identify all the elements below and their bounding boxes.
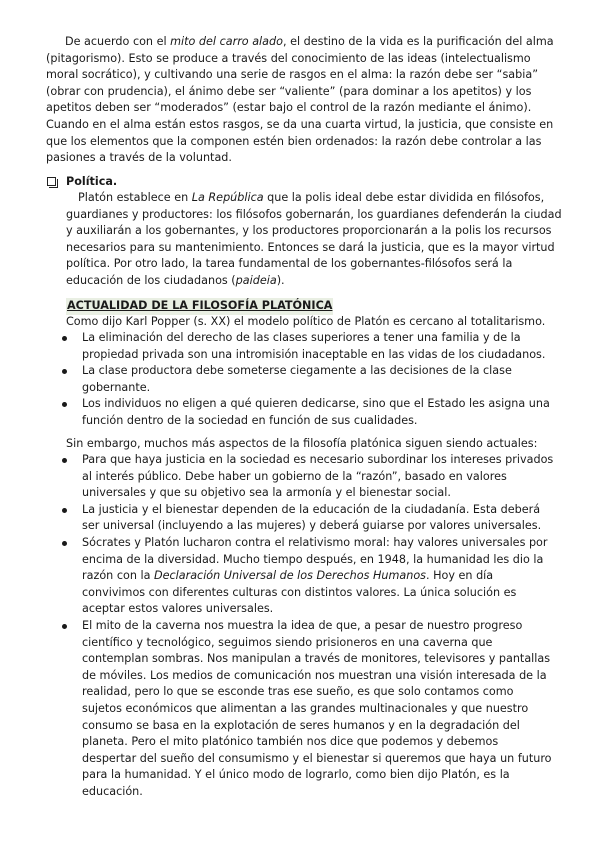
list-item [66, 535, 554, 618]
list-item [66, 452, 554, 502]
list-item-text: Para que haya justicia en la sociedad es necesario subordinar los intereses privados al interés público. Debe haber un gobierno de la “razón”, basado en valores universales y que su objetivo sea la armonía y el bienestar social. [82, 453, 554, 500]
list-item-text: La eliminación del derecho de las clases superiores a tener una familia y de la propiedad privada son una intromisión inaceptable en las vidas de los ciudadanos. [82, 331, 546, 361]
list-item [66, 618, 554, 801]
bullet-icon [62, 336, 67, 341]
paragraph-politica [66, 190, 566, 290]
paragraph-alma-text-1: De acuerdo con el [65, 35, 171, 48]
paragraph-alma-text-2: , el destino de la vida es la purificación del alma (pitagorismo). Esto se produce a través del conocimiento de las ideas (intelectualismo moral socrático), y cultivando una serie de rasgos en el alma: la razón debe ser “sabia” (obrar con prudencia), el ánimo debe ser “valiente” (para dominar a los apetitos) y los apetitos deben ser “moderados” (estar bajo el control de la razón mediante el ánimo). Cuando en el alma están estos rasgos, se da una cuarta virtud, la justicia, que consiste en que los elementos que la componen estén bien ordenados: la razón debe controlar a las pasiones a través de la voluntad. [46, 35, 554, 165]
bullet-icon [62, 458, 67, 463]
list-item [66, 502, 554, 535]
bullet-icon [62, 541, 67, 546]
list-item [66, 363, 554, 396]
list-item-text: La clase productora debe someterse ciegamente a las decisiones de la clase gobernante. [82, 364, 512, 394]
mito-carro-alado: mito del carro alado [170, 35, 283, 48]
bullet-icon [62, 402, 67, 407]
totalitarismo-list [66, 330, 554, 430]
actualidad-intro-2: Sin embargo, muchos más aspectos de la filosofía platónica siguen siendo actuales: [66, 437, 538, 450]
list-item-text: Sócrates y Platón lucharon contra el relativismo moral: hay valores universales por encima de la diversidad. Mucho tiempo después, en 1948, la humanidad les dio la razón con la [82, 535, 548, 583]
checkbox-bullet-icon [47, 177, 56, 186]
politica-text-1: Platón establece en [78, 191, 192, 204]
paideia: paideia [235, 273, 277, 287]
politica-text-3: ). [276, 273, 285, 287]
list-item [66, 396, 554, 429]
bullet-icon [62, 624, 67, 629]
list-item-text: . Hoy en día convivimos con diferentes culturas con distintos valores. La única solución es aceptar estos valores universales. [82, 569, 517, 616]
bullet-icon [62, 508, 67, 513]
list-item-text: El mito de la caverna nos muestra la idea de que, a pesar de nuestro progreso científico y tecnológico, seguimos siendo prisioneros en una caverna que contemplan sombras. Nos manipulan a través de monitores, televisores y pantallas de móviles. Los medios de comunicación nos muestran una visión interesada de la realidad, pero lo que se esconde tras ese sueño, es que solo contamos como sujetos económicos que alimentan a las grandes multinacionales y que nuestro consumo se basa en la explotación de seres humanos y en la degradación del planeta. Pero el mito platónico también nos dice que podemos y debemos despertar del sueño del consumismo y el bienestar si queremos que haya un futuro para la humanidad. Y el único modo de lograrlo, como bien dijo Platón, es la educación. [82, 618, 552, 798]
list-item [66, 330, 554, 363]
la-republica: La República [191, 191, 264, 204]
politica-text-2: que la polis ideal debe estar dividida en filósofos, guardianes y productores: los filósofos gobernarán, los guardianes defenderán la ciudad y auxiliarán a los gobernantes, y los productores proporcionarán a la polis los recursos necesarios para su mantenimiento. Entonces se dará la justicia, que es la mayor virtud política. Por otro lado, la tarea fundamental de los gobernantes-filósofos será la educación de los ciudadanos ( [66, 191, 562, 287]
section-politica-heading [66, 174, 566, 191]
actualidad-intro: Como dijo Karl Popper (s. XX) el modelo político de Platón es cercano al totalitarismo. [66, 315, 546, 328]
list-item-text: La justicia y el bienestar dependen de la educación de la ciudadanía. Esta deberá ser universal (incluyendo a las mujeres) y deberá guiarse por valores universales. [82, 502, 542, 533]
politica-heading-text: Política. [66, 175, 118, 188]
aspectos-actuales-list [66, 452, 554, 800]
section-actualidad-heading: ACTUALIDAD DE LA FILOSOFÍA PLATÓNICA [66, 298, 333, 315]
list-item-text: Los individuos no eligen a qué quieren dedicarse, sino que el Estado les asigna una función dentro de la sociedad en función de sus cualidades. [82, 397, 550, 427]
declaracion-derechos-humanos: Declaración Universal de los Derechos Humanos [153, 569, 426, 583]
paragraph-alma [46, 34, 566, 167]
bullet-icon [62, 369, 67, 374]
